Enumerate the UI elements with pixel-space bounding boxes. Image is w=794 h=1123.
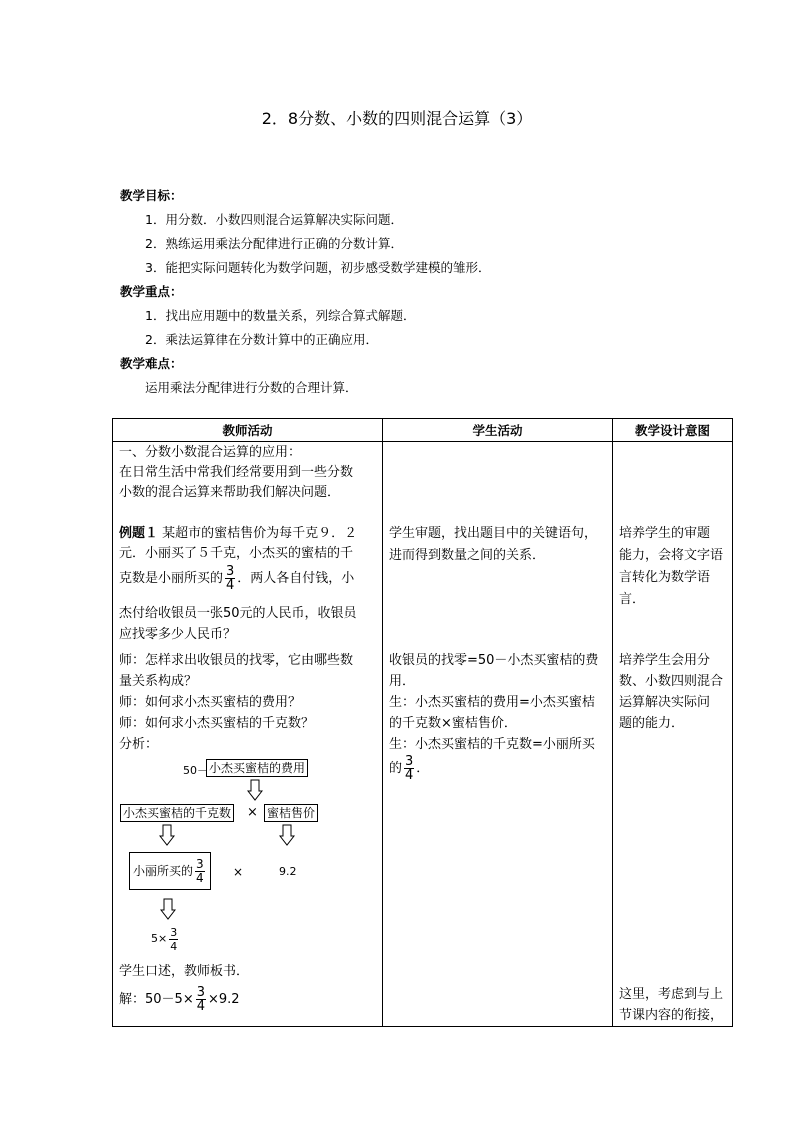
solution-line: [119, 985, 240, 1015]
solution-text: ×9.2: [208, 992, 240, 1007]
objective-item: 2．熟练运用乘法分配律进行正确的分数计算．: [145, 236, 403, 251]
lesson-table: [112, 418, 733, 1027]
key-point-item: 1．找出应用题中的数量关系，列综合算式解题．: [145, 308, 416, 323]
down-arrow-icon: [160, 898, 176, 920]
fraction-numerator: 3: [170, 925, 178, 939]
fraction-numerator: 3: [226, 564, 235, 579]
example-label: 例题１: [119, 526, 159, 541]
key-point-item: 2．乘法运算律在分数计算中的正确应用．: [145, 332, 378, 347]
question-line: 师：如何求小杰买蜜桔的费用？: [119, 695, 302, 710]
fraction: [195, 858, 205, 885]
intent-line: 数、小数四则混合: [619, 674, 724, 689]
teacher-cell: [113, 442, 383, 1027]
fraction-denominator: 4: [405, 768, 414, 783]
intent-line: 言转化为数学语: [619, 570, 711, 585]
box-price: 蜜桔售价: [264, 804, 318, 822]
student-line: 用．: [389, 674, 416, 689]
intent-line: 这里，考虑到与上: [619, 987, 724, 1002]
difficulty-item: 运用乘法分配律进行分数的合理计算．: [145, 380, 358, 395]
diagram-fifty: 50－: [183, 764, 208, 777]
student-line: 生：小杰买蜜桔的费用=小杰买蜜桔: [389, 695, 595, 710]
intent-line: 培养学生的审题: [619, 526, 711, 541]
teacher-intro-line: 在日常生活中常我们经常要用到一些分数: [119, 465, 354, 480]
objective-item: 1．用分数．小数四则混合运算解决实际问题．: [145, 212, 403, 227]
fraction-denominator: 4: [170, 939, 178, 953]
teacher-intro-line: 一、分数小数混合运算的应用：: [119, 445, 302, 460]
intent-line: 培养学生会用分: [619, 653, 711, 668]
intent-line: 运算解决实际问: [619, 695, 711, 710]
example-line: 应找零多少人民币？: [119, 627, 237, 642]
question-line: 师：如何求小杰买蜜桔的千克数？: [119, 716, 315, 731]
solution-text: 50－5×: [145, 992, 194, 1007]
down-arrow-icon: [159, 824, 175, 846]
intent-line: 题的能力．: [619, 716, 685, 731]
box-xiaoli-text: 小丽所买的: [133, 864, 194, 878]
fraction-numerator: 3: [196, 985, 206, 1000]
student-text: 的: [389, 761, 403, 776]
fraction-denominator: 4: [196, 871, 204, 885]
header-student: 学生活动: [383, 419, 613, 442]
diagram-times: ×: [233, 865, 244, 879]
fraction: [225, 565, 235, 592]
five-times-text: 5×: [151, 932, 168, 945]
example-line: 元．小丽买了５千克，小杰买的蜜桔的千: [119, 546, 354, 561]
difficulty-heading: 教学难点：: [120, 356, 183, 371]
teacher-intro-line: 小数的混合运算来帮助我们解决问题．: [119, 485, 341, 500]
page-title: 2．8分数、小数的四则混合运算（3）: [261, 109, 533, 128]
fraction: [404, 755, 414, 782]
fraction: [169, 926, 178, 953]
header-teacher: 教师活动: [113, 419, 383, 442]
question-line: 量关系构成？: [119, 674, 198, 689]
example-line: [119, 526, 357, 542]
student-line: 的千克数×蜜桔售价．: [389, 716, 517, 731]
fraction-denominator: 4: [196, 999, 206, 1014]
intent-cell: [613, 442, 733, 1027]
student-text: ．: [416, 761, 430, 776]
example-line: [119, 564, 354, 594]
example-text: ．两人各自付钱，小: [237, 571, 355, 586]
objectives-heading: 教学目标：: [120, 188, 183, 203]
key-points-heading: 教学重点：: [120, 284, 183, 299]
fraction-denominator: 4: [226, 578, 235, 593]
box-kg: 小杰买蜜桔的千克数: [120, 804, 234, 822]
student-cell: [383, 442, 613, 1027]
student-line: 学生审题，找出题目中的关键语句，: [389, 526, 598, 541]
student-line: [389, 754, 429, 784]
closing-line: 学生口述，教师板书．: [119, 964, 250, 979]
example-text: 某超市的蜜桔售价为每千克９．２: [162, 526, 358, 541]
diagram-five-times: [151, 924, 180, 954]
intent-line: 言．: [619, 592, 646, 607]
example-text: 克数是小丽所买的: [119, 571, 224, 586]
objective-item: 3．能把实际问题转化为数学问题，初步感受数学建模的雏形．: [145, 260, 491, 275]
analysis-label: 分析：: [119, 737, 159, 752]
example-line: 杰付给收银员一张50元的人民币，收银员: [119, 606, 357, 621]
solution-label: 解：: [119, 992, 146, 1007]
diagram-price: 9.2: [279, 865, 297, 878]
fraction-numerator: 3: [405, 754, 414, 769]
down-arrow-icon: [279, 824, 295, 846]
intent-line: 能力，会将文字语: [619, 548, 724, 563]
student-line: 生：小杰买蜜桔的千克数=小丽所买: [389, 737, 595, 752]
fraction-numerator: 3: [196, 857, 204, 871]
diagram-times: ×: [247, 805, 258, 820]
student-line: 进而得到数量之间的关系．: [389, 548, 546, 563]
intent-line: 节课内容的衔接，: [619, 1008, 724, 1023]
header-intent: 教学设计意图: [613, 419, 733, 442]
box-xiaoli: [129, 852, 211, 890]
student-line: 收银员的找零=50－小杰买蜜桔的费: [389, 653, 599, 668]
down-arrow-icon: [247, 779, 263, 801]
question-line: 师：怎样求出收银员的找零，它由哪些数: [119, 653, 354, 668]
box-cost: 小杰买蜜桔的费用: [206, 759, 308, 777]
fraction: [196, 986, 206, 1013]
